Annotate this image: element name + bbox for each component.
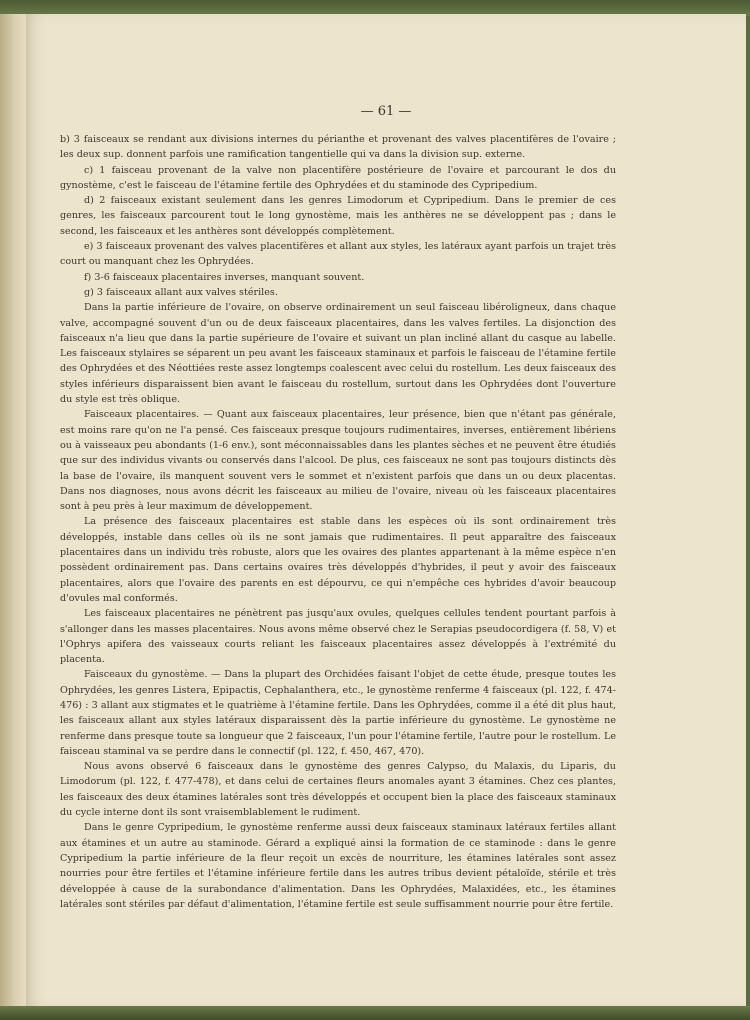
book-binding-gutter [0, 14, 26, 1008]
page-number: — 61 — [360, 104, 412, 119]
paragraph-cypripedium: Dans le genre Cypripedium, le gynostème renferme aussi deux faisceaux staminaux latéraux fertiles allant aux étamines et un autre au staminode. Gérard a expliqué ainsi la formation de ce staminode : dans le genre Cypripedium la partie inférieure de la fleur reçoit un excès de nourriture, les étamines latérales sont assez nourries pour être fertiles et l'étamine inférieure fertile dans les autres tribus devient pétaloïde, stérile et très développée à cause de la surabondance d'alimentation. Dans les Ophrydées, Malaxidées, etc., les étamines latérales sont stériles par défaut d'alimentation, l'étamine fertile est seule suffisamment nourrie pour être fertile. [60, 822, 616, 910]
paragraph-placental-bundles: Faisceaux placentaires. — Quant aux faisceaux placentaires, leur présence, bien que n'étant pas générale, est moins rare qu'on ne l'a pensé. Ces faisceaux presque toujours rudimentaires, inverses, entièrement libériens ou à vaisseaux peu abondants (1-6 env.), sont méconnaissables dans les plantes sèches et ne peuvent être étudiés que sur des individus vivants ou conservés dans l'alcool. De plus, ces faisceaux ne sont pas toujours distincts dès la base de l'ovaire, ils manquent souvent vers le sommet et n'existent parfois que dans un ou deux placentas. Dans nos diagnoses, nous avons décrit les faisceaux au milieu de l'ovaire, niveau où les faisceaux placentaires sont à peu près à leur maximum de développement. [60, 409, 616, 513]
list-item-d: d) 2 faisceaux existant seulement dans les genres Limodorum et Cypripedium. Dans le premier de ces genres, les faisceaux parcourent tout le long gynostème, mais les anthères ne se développent pas ; dans le second, les faisceaux et les anthères sont développés complètement. [60, 195, 616, 237]
list-item-e: e) 3 faisceaux provenant des valves placentifères et allant aux styles, les latéraux ayant parfois un trajet très court ou manquant chez les Ophrydées. [60, 241, 616, 268]
list-item-b: b) 3 faisceaux se rendant aux divisions internes du périanthe et provenant des valves placentifères de l'ovaire ; les deux sup. donnent parfois une ramification tangentielle qui va dans la division sup. externe. [60, 134, 616, 161]
paragraph-placental-ovules: Les faisceaux placentaires ne pénètrent pas jusqu'aux ovules, quelques cellules tendent pourtant parfois à s'allonger dans les masses placentaires. Nous avons même observé chez le Serapias pseudocordigera (f. 58, V) et l'Ophrys apifera des vaisseaux courts reliant les faisceaux placentaires assez développés à l'extrémité du placenta. [60, 608, 616, 666]
book-page [26, 14, 746, 1008]
paragraph-placental-stability: La présence des faisceaux placentaires est stable dans les espèces où ils sont ordinairement très développés, instable dans celles où ils ne sont jamais que rudimentaires. Il peut apparaître des faisceaux placentaires dans un individu très robuste, alors que les ovaires des plantes appartenant à la même espèce n'en possèdent ordinairement pas. Dans certains ovaires très développés d'hybrides, il peut y avoir des faisceaux placentaires, alors que l'ovaire des parents en est dépourvu, ce qui n'empêche ces hybrides d'avoir beaucoup d'ovules mal conformés. [60, 516, 616, 604]
list-item-c: c) 1 faisceau provenant de la valve non placentifère postérieure de l'ovaire et parcourant le dos du gynostème, c'est le faisceau de l'étamine fertile des Ophrydées et du staminode des Cypripedium. [60, 164, 616, 191]
page-text-body [60, 132, 616, 912]
paragraph-six-bundles: Nous avons observé 6 faisceaux dans le gynostème des genres Calypso, du Malaxis, du Liparis, du Limodorum (pl. 122, f. 477-478), et dans celui de certaines fleurs anomales ayant 3 étamines. Chez ces plantes, les faisceaux des deux étamines latérales sont très développés et occupent bien la place des faisceaux staminaux du cycle interne dont ils sont vraisemblablement le rudiment. [60, 761, 616, 819]
paragraph-ovary-bundles: Dans la partie inférieure de l'ovaire, on observe ordinairement un seul faisceau libéroligneux, dans chaque valve, accompagné souvent d'un ou de deux faisceaux placentaires, dans les valves fertiles. La disjonction des faisceaux n'a lieu que dans la partie supérieure de l'ovaire et suivant un plan incliné allant du casque au labelle. Les faisceaux stylaires se séparent un peu avant les faisceaux staminaux et parfois le faisceau de l'étamine fertile des Ophrydées et des Néottiées reste assez longtemps coalescent avec celui du rostellum. Les deux faisceaux des styles inférieurs disparaissent bien avant le faisceau du rostellum, surtout dans les Ophrydées dont l'ouverture du style est très oblique. [60, 302, 616, 406]
paragraph-gynostemium-bundles: Faisceaux du gynostème. — Dans la plupart des Orchidées faisant l'objet de cette étude, presque toutes les Ophrydées, les genres Listera, Epipactis, Cephalanthera, etc., le gynostème renferme 4 faisceaux (pl. 122, f. 474-476) : 3 allant aux stigmates et le quatrième à l'étamine fertile. Dans les Ophrydées, comme il a été dit plus haut, les faisceaux allant aux styles latéraux disparaissent dès la partie inférieure du gynostème. Le gynostème ne renferme dans presque toute sa longueur que 2 faisceaux, l'un pour l'étamine fertile, l'autre pour le rostellum. Le faisceau staminal va se perdre dans le connectif (pl. 122, f. 450, 467, 470). [60, 669, 616, 757]
list-item-g: g) 3 faisceaux allant aux valves stériles. [84, 286, 278, 298]
list-item-f: f) 3-6 faisceaux placentaires inverses, manquant souvent. [84, 271, 365, 283]
book-cover-bottom-edge [0, 1006, 750, 1020]
